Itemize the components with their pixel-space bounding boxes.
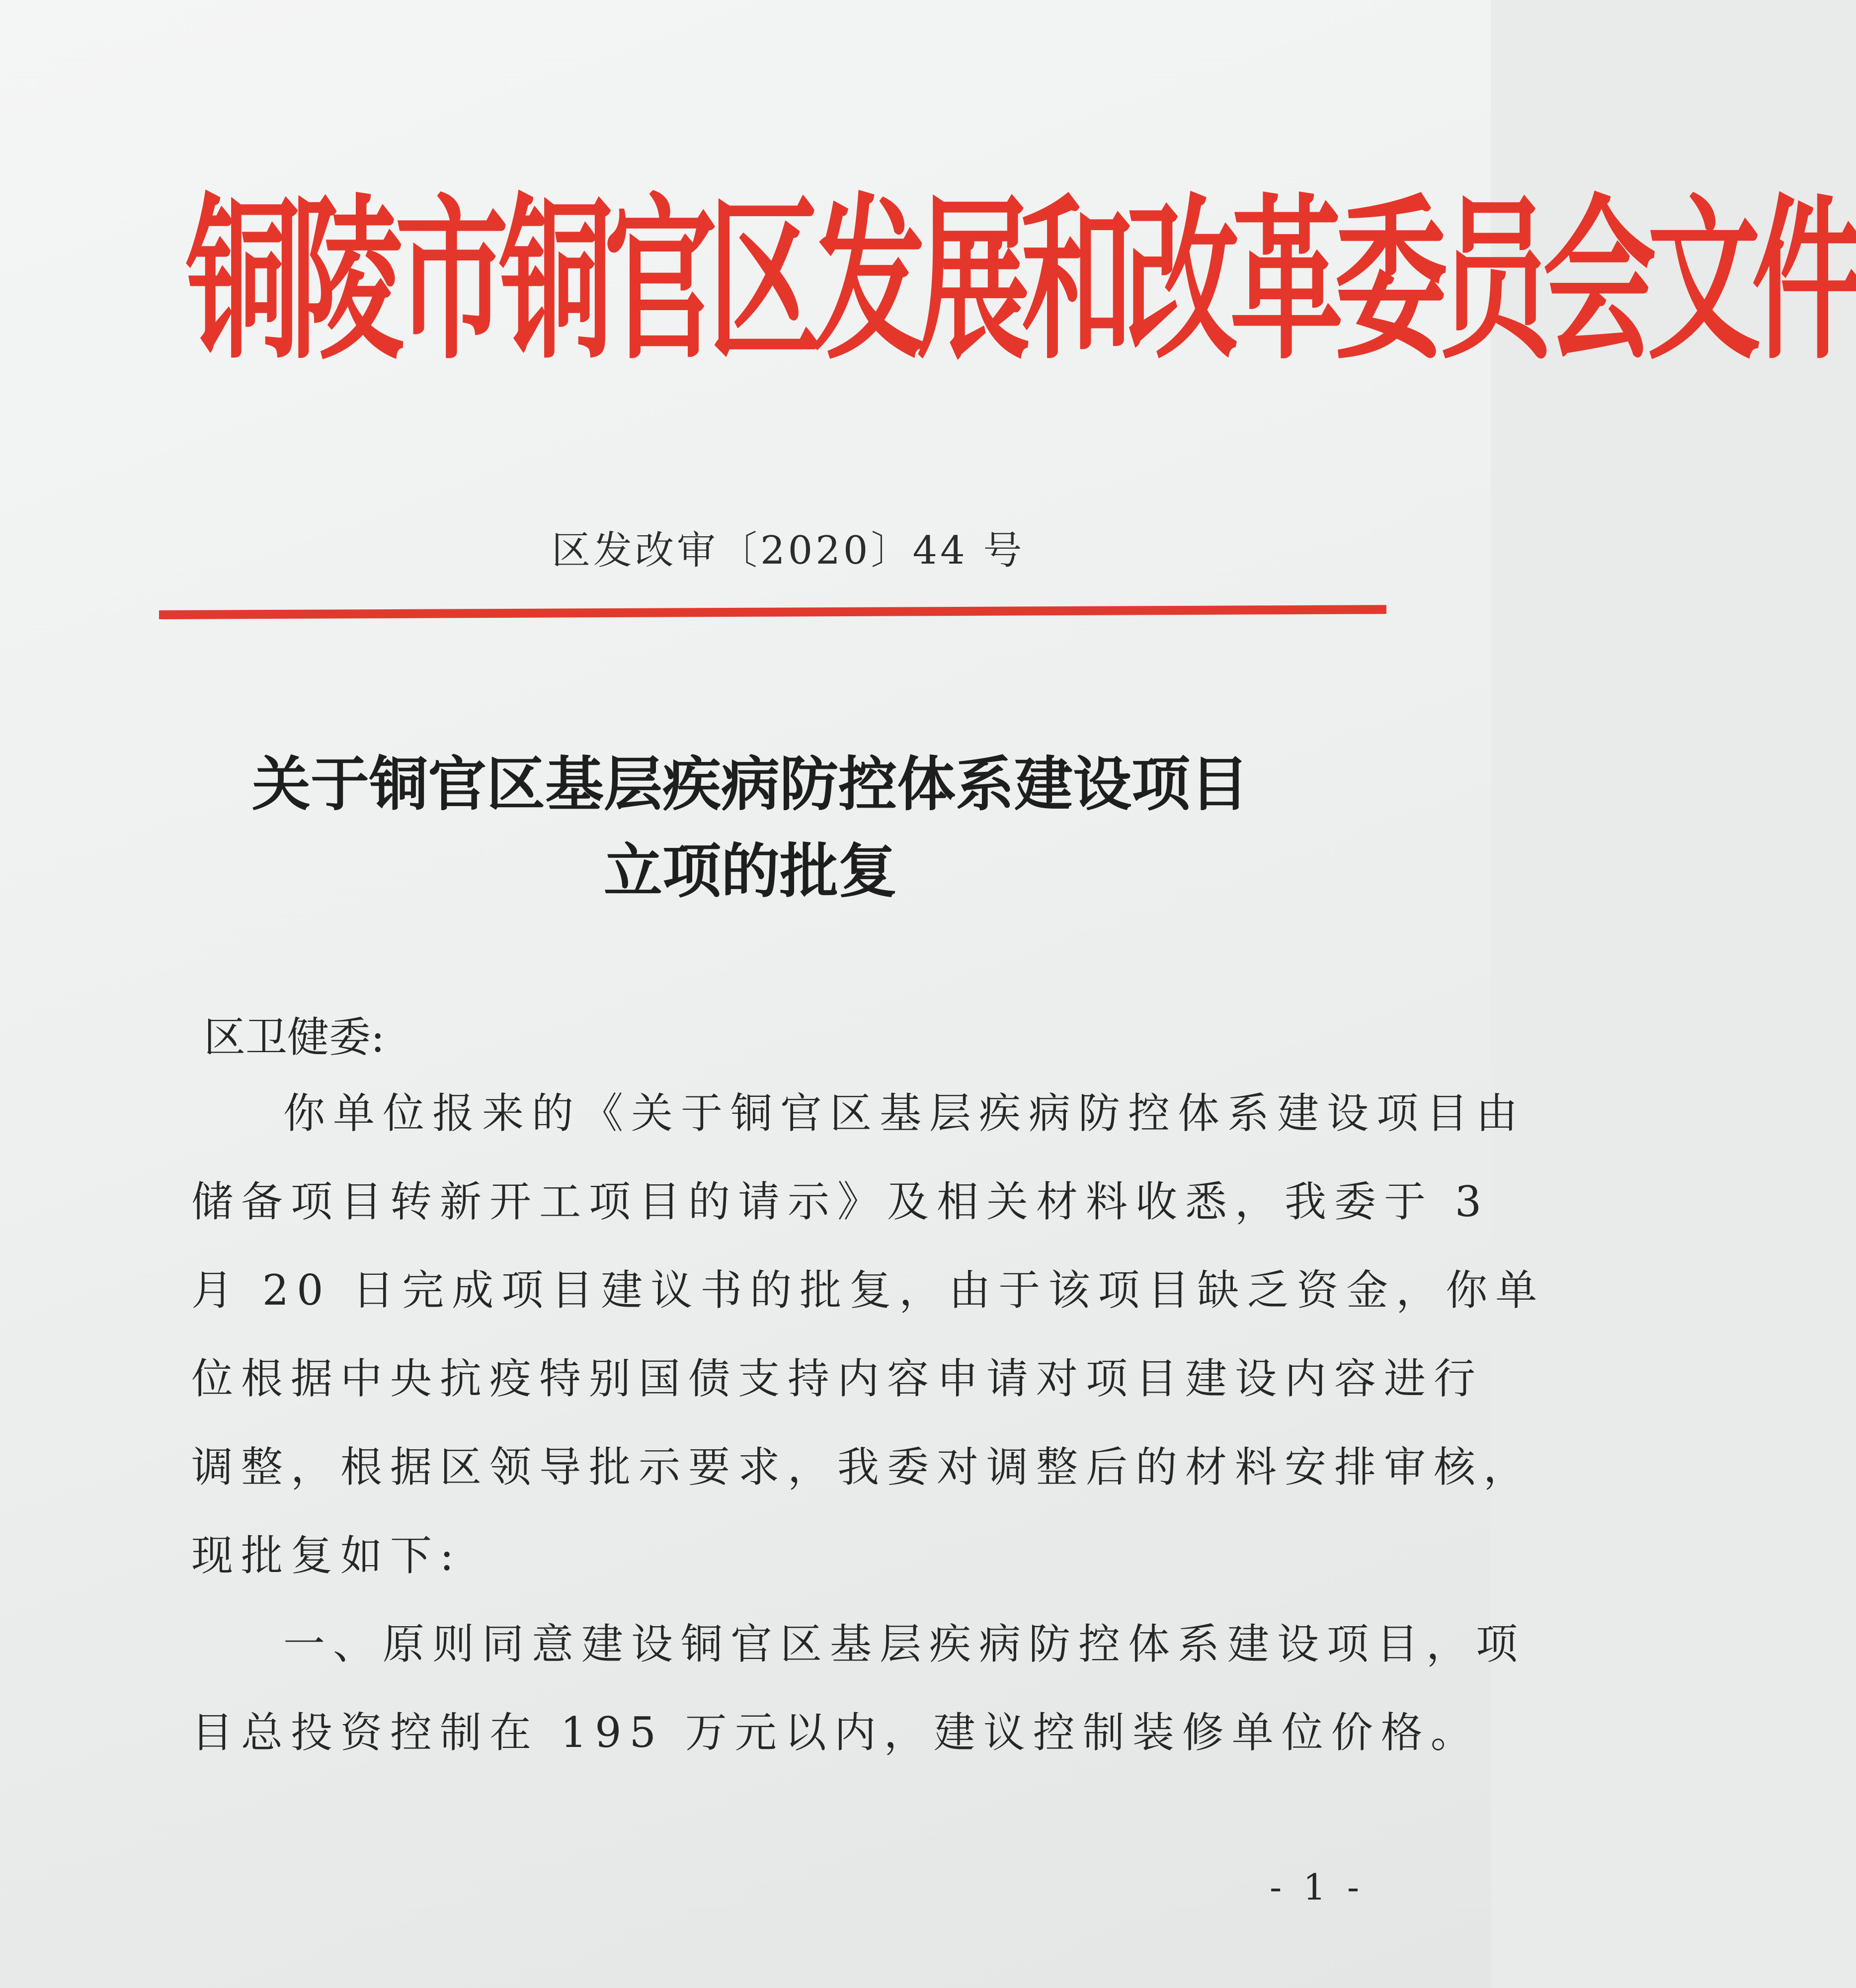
red-divider-line xyxy=(159,605,1386,619)
document-number: 区发改审〔2020〕44 号 xyxy=(552,528,1025,573)
body-line: 一、原则同意建设铜官区基层疾病防控体系建设项目，项 xyxy=(283,1620,1526,1668)
body-line: 你单位报来的《关于铜官区基层疾病防控体系建设项目由 xyxy=(283,1089,1526,1138)
body-line: 目总投资控制在 195 万元以内，建议控制装修单位价格。 xyxy=(191,1708,1480,1757)
subject-line-1: 关于铜官区基层疾病防控体系建设项目 xyxy=(251,749,1249,819)
body-line: 现批复如下: xyxy=(191,1531,462,1580)
body-line: 位根据中央抗疫特别国债支持内容申请对项目建设内容进行 xyxy=(191,1354,1484,1403)
body-line: 调整，根据区领导批示要求，我委对调整后的材料安排审核， xyxy=(191,1443,1533,1491)
subject-line-2: 立项的批复 xyxy=(603,836,897,906)
addressee: 区卫健委: xyxy=(204,1013,385,1062)
document-subject xyxy=(149,741,1352,914)
body-line: 储备项目转新开工项目的请示》及相关材料收悉，我委于 3 xyxy=(191,1177,1490,1226)
page-number: - 1 - xyxy=(1270,1866,1365,1908)
document-body xyxy=(191,1088,1545,1796)
body-line: 月 20 日完成项目建议书的批复，由于该项目缺乏资金，你单 xyxy=(191,1266,1545,1315)
issuing-authority-header: 铜陵市铜官区发展和改革委员会文件 xyxy=(186,178,1856,384)
